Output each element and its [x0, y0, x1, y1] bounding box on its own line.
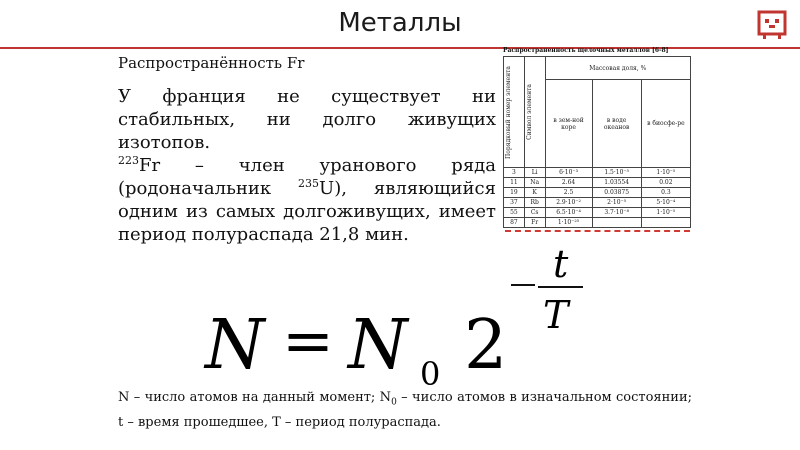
table-cell-crust: 2.9·10⁻² [545, 198, 592, 208]
paragraph-text-b: ), являющийся одним из самых долгоживущих, имеет период полураспада 21,8 мин. [118, 178, 496, 245]
abundance-table [503, 56, 691, 228]
formula-n0-subscript: 0 [420, 355, 441, 393]
table-cell-sym: Rb [524, 198, 545, 208]
formula-equals: = [282, 304, 334, 377]
table-cell-sym: Fr [524, 218, 545, 228]
table-cell-z: 37 [504, 198, 525, 208]
table-underline [505, 230, 690, 232]
fr-mass-number: 223 [118, 154, 139, 167]
table-cell-sym: Li [524, 168, 545, 178]
table-cell-sym: K [524, 188, 545, 198]
table-cell-ocean: 1.03554 [592, 178, 641, 188]
logo-icon [756, 8, 788, 40]
u-symbol: U [319, 178, 335, 199]
abundance-table-figure [503, 47, 693, 230]
formula-numerator: t [553, 242, 569, 286]
table-row [504, 178, 691, 188]
table-cell-ocean: 3.7·10⁻⁸ [592, 208, 641, 218]
table-row [504, 188, 691, 198]
table-row [504, 168, 691, 178]
table-cell-ocean [592, 218, 641, 228]
paragraph-isotopes: У франция не существует ни стабильных, ни долго живущих изотопов. [118, 86, 496, 153]
table-cell-crust: 1·10⁻²⁵ [545, 218, 592, 228]
table-cell-ocean: 0.03875 [592, 188, 641, 198]
table-cell-sym: Na [524, 178, 545, 188]
table-cell-crust: 2.5 [545, 188, 592, 198]
header-number: Порядковый номер элемента [505, 65, 512, 159]
formula-legend [118, 388, 692, 433]
fr-symbol: Fr [139, 155, 161, 176]
header-biosphere: в биосфе-ре [641, 80, 690, 168]
table-cell-crust: 6·10⁻³ [545, 168, 592, 178]
paragraph-fr-223 [118, 154, 496, 246]
table-cell-bio: 0.3 [641, 188, 690, 198]
table-cell-z: 11 [504, 178, 525, 188]
table-cell-crust: 2.64 [545, 178, 592, 188]
legend-part-1: N – число атомов на данный момент; N [118, 390, 392, 405]
formula-n: N [205, 306, 265, 385]
body-text [118, 85, 496, 246]
table-cell-sym: Cs [524, 208, 545, 218]
table-cell-z: 3 [504, 168, 525, 178]
table-cell-bio: 0.02 [641, 178, 690, 188]
header-ocean: в воде океанов [592, 80, 641, 168]
header-crust: в зем-ной коре [545, 80, 592, 168]
legend-subscript: 0 [391, 397, 397, 408]
legend-part-2: – число атомов в изначальном состоянии; t – время прошедшее, T – период полураспада. [118, 390, 692, 430]
formula-n0: N [348, 306, 408, 385]
table-row [504, 218, 691, 228]
table-cell-crust: 6.5·10⁻⁴ [545, 208, 592, 218]
u-mass-number: 235 [298, 177, 320, 190]
table-title: Распространенность щелочных металлов [6-8] [503, 47, 669, 54]
table-cell-z: 55 [504, 208, 525, 218]
table-cell-ocean: 2·10⁻⁵ [592, 198, 641, 208]
table-cell-z: 87 [504, 218, 525, 228]
page-title: Металлы [338, 8, 462, 38]
section-subtitle: Распространённость Fr [118, 54, 305, 72]
paragraph-text-a: – член уранового ряда (родоначальник [118, 155, 496, 199]
table-row [504, 208, 691, 218]
table-row [504, 198, 691, 208]
table-cell-bio: 5·10⁻⁴ [641, 198, 690, 208]
table-cell-bio [641, 218, 690, 228]
table-cell-bio: 1·10⁻⁵ [641, 168, 690, 178]
table-cell-z: 19 [504, 188, 525, 198]
formula-base-two: 2 [464, 306, 508, 385]
table-cell-ocean: 1.5·10⁻⁵ [592, 168, 641, 178]
table-cell-bio: 1·10⁻⁵ [641, 208, 690, 218]
header-symbol: Символ элемента [525, 84, 533, 140]
header-mass-fraction: Массовая доля, % [545, 57, 690, 80]
formula-denominator: T [543, 293, 569, 337]
